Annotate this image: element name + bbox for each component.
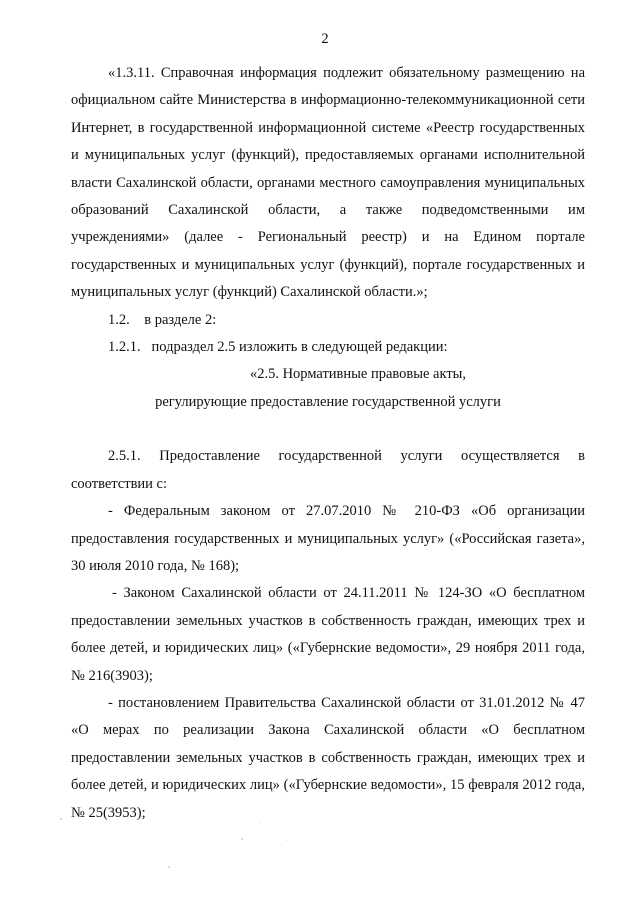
paragraph-1-3-11: «1.3.11. Справочная информация подлежит обязательному размещению на официальном сайте Министерства в информационно-телекоммуникационной сети Интернет, в государственной информационной системе «Реестр государственных и муниципальных услуг (функций), предоставляемых органами исполнительной власти Сахалинской области, органами местного самоуправления муниципальных образований Сахалинской области, а также подведомственными им учреждениями» (далее - Региональный реестр) и на Едином портале государственных и муниципальных услуг (функций), портале государственных и муниципальных услуг (функций) Сахалинской области.»; [71, 65, 585, 301]
law-item-federal: - Федеральным законом от 27.07.2010 № 210-ФЗ «Об организации предоставления государственных и муниципальных услуг» («Российская газета», 30 июля 2010 года, № 168); [71, 503, 585, 574]
scan-speck [259, 823, 260, 824]
scan-speck [168, 866, 170, 868]
page-number: 2 [321, 31, 329, 47]
scan-speck [286, 840, 287, 841]
document-body [71, 60, 585, 827]
section-heading-line-2: регулирующие предоставление государственной услуги [155, 393, 501, 410]
item-1-2-1: 1.2.1. подраздел 2.5 изложить в следующей редакции: [108, 339, 448, 356]
scan-speck [241, 838, 243, 840]
paragraph-2-5-1: 2.5.1. Предоставление государственной услуги осуществляется в соответствии с: [71, 448, 585, 492]
scan-speck [60, 818, 62, 820]
blank-line [71, 416, 585, 443]
law-item-regional: - Законом Сахалинской области от 24.11.2011 № 124-ЗО «О бесплатном предоставлении земельных участков в собственность граждан, имеющих трех и более детей, и юридических лиц» («Губернские ведомости», 29 ноября 2011 года, № 216(3903); [71, 585, 585, 684]
item-1-2: 1.2. в разделе 2: [108, 311, 217, 328]
law-item-resolution: - постановлением Правительства Сахалинской области от 31.01.2012 № 47 «О мерах по реализации Закона Сахалинской области «О бесплатном предоставлении земельных участков в собственность граждан, имеющих трех и более детей, и юридических лиц» («Губернские ведомости», 15 февраля 2012 года, № 25(3953); [71, 694, 585, 821]
section-heading-line-1: «2.5. Нормативные правовые акты, [249, 366, 467, 383]
